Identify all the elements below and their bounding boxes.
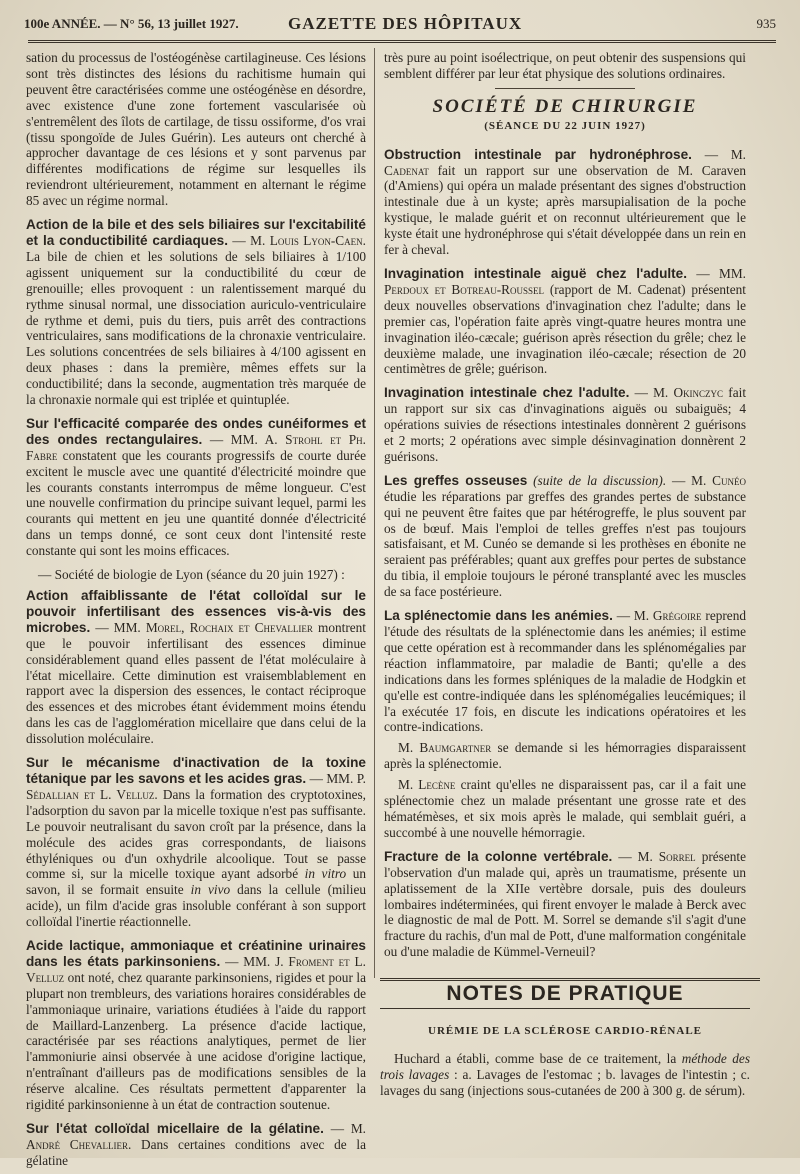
article-greffes: Les greffes osseuses (suite de la discussion). — M. Cunéo étudie les réparations par greffes des grandes pertes de substance qui ne peuvent être faites que par hétérogreffe, le plus souvent par os de bœuf. Mais l'emploi de telles greffes n'est pas toujours satisfaisant, et M. Cunéo se demande si les prothèses en ébonite ne seraient pas préférables; quant aux greffes pour pertes de substance du tibia, il emploie toujours le péroné transplanté avec les muscles de sa face postérieure. [384, 472, 746, 600]
header-rule [28, 40, 776, 43]
article-title: Obstruction intestinale par hydronéphrose. [384, 146, 692, 162]
notes-rule [380, 978, 760, 981]
right-column [384, 50, 746, 965]
article-text: Dans la formation des cryptotoxines, l'adsorption du savon par la micelle toxique n'est pas suffisante. Le pouvoir neutralisant du savon croît par la présence, dans la molécule des acides gras correspondants, de liaisons éthyléniques ou d'un oxhydrile alcoolique. Tout se passe comme si, sur la micelle toxique ayant adsorbé [26, 786, 366, 882]
article-title: Action affaiblissante de l'état colloïdal sur le pouvoir infertilisant des essences vis-à-vis des microbes. [26, 588, 366, 635]
article-hydronephrose: Obstruction intestinale par hydronéphrose. — M. Cadenat fait un rapport sur une observation de M. Caraven (d'Amiens) qui opéra un malade présentant des signes d'obstruction intestinale due à un kyste; après marsupialisation de la poche kystique, le malade guérit et on reconnut ultérieurement que le kyste était une hydronéphrose qui s'était développée dans un rein en fer à cheval. [384, 146, 746, 258]
article-text: (rapport de M. Cadenat) présentent deux nouvelles observations d'invagination chez l'adulte; dans le premier cas, l'opération faite après vingt-quatre heures montra une invagination iléo-cæcale; guérison après résection du grêle; chez le deuxième malade, une invagination iléo-cæcale; résection de 20 centimètres de grêle; guérison. [384, 281, 746, 377]
article-text: un savon, il se formait ensuite [26, 866, 367, 898]
article-text: Dans certaines conditions avec de la gélatine [26, 1136, 366, 1168]
article-author: MM. Morel, Rochaix et Chevallier [113, 619, 313, 635]
article-invagination-aigue: Invagination intestinale aiguë chez l'adulte. — MM. Perdoux et Botreau-Roussel (rapport de M. Cadenat) présentent deux nouvelles observations d'invagination chez l'adulte; dans le premier cas, l'opération faite après vingt-quatre heures montra une invagination iléo-cæcale; guérison après résection du grêle; chez le deuxième malade, une invagination iléo-cæcale; résection de 20 centimètres de grêle; guérison. [384, 265, 747, 377]
article-author: M. Lecène [398, 777, 456, 793]
article-text: reprend l'étude des résultats de la splénectomie dans les anémies; il estime que cette opération est à recommander dans les splénomégalies par réaction inflammatoire, par maladie de Banti; qu'elle a des indications dans les formes spléniques de la maladie de Hodgkin et qu'elle est contre-indiquée dans les splénomégalies leucémiques; il l'a exécutée 17 fois, en discute les indications opératoires et les contre-indications. [384, 608, 746, 735]
article-title: Sur l'efficacité comparée des ondes cunéiformes et des ondes rectangulaires. [26, 415, 366, 447]
running-header [24, 12, 776, 38]
article-author: MM. P. Sédallian et L. Velluz. [26, 770, 366, 802]
article-text: se demande si les hémorragies disparaissent après la splénectomie. [384, 740, 746, 772]
article-title: Action de la bile et des sels biliaires sur l'excitabilité et la conductibilité cardiaques. [26, 217, 366, 248]
article-title: Sur le mécanisme d'inactivation de la toxine tétanique par les savons et les acides gras. [26, 755, 366, 786]
notes-text-b: : a. Lavages de l'estomac ; b. lavages de l'intestin ; c. lavages du sang (injections sous-cutanées de 200 à 300 g. de sérum). [380, 1067, 750, 1098]
article-author: M. André Chevallier. [26, 1121, 366, 1152]
issue-info: 100e ANNÉE. — N° 56, 13 juillet 1927. [24, 16, 239, 31]
article-author: M. Louis Lyon-Caen. [250, 232, 366, 248]
article-title: La splénectomie dans les anémies. [384, 608, 613, 624]
notes-text [380, 1051, 750, 1099]
article-title: Les greffes osseuses [384, 472, 528, 488]
section-session-date: (SÉANCE DU 22 JUIN 1927) [484, 119, 646, 132]
notes-text-a: Huchard a établi, comme base de ce traitement, la [394, 1051, 677, 1066]
article-title: Acide lactique, ammoniaque et créatinine urinaires dans les états parkinsoniens. [26, 938, 366, 969]
article-author: M. Sorrel [637, 848, 696, 864]
section-title: SOCIÉTÉ DE CHIRURGIE [432, 95, 698, 117]
article-text: craint qu'elles ne disparaissent pas, car il a fait une splénectomie chez un malade présentant une grosse rate et des hématémèses, et six mois après le malade, qui semblait guéri, a succombé à une nouvelle hémorragie. [384, 777, 746, 840]
article-lecene [384, 777, 746, 841]
article-author: M. Cadenat [384, 146, 746, 178]
article-italic: in vivo [190, 882, 231, 898]
article-text: constatent que les courants progressifs de courte durée excitent le muscle avec une quantité d'électricité moindre que les courants constants interrompus de même longueur. C'est une nouvelle confirmation du principe suivant lequel, parmi les courants qui mettent en jeu une quantité donnée d'électricité dans un temps donné, ce sont ceux dont l'intensité reste constante qui sont les moins efficaces. [26, 447, 367, 559]
article-colloidal: Action affaiblissante de l'état colloïdal sur le pouvoir infertilisant des essences vis-à-vis des microbes. — MM. Morel, Rochaix et Chevallier montrent que le pouvoir infertilisant des essences diminue considérablement quand elles passent de l'état moléculaire à l'état micellaire. Cette diminution est vraisemblablement en rapport avec la dispersion des essences, le contact réciproque des essences et des microbes étant évidemment moins étendu dans les cas de l'agglomération micellaire que dans celui de la dissolution moléculaire. [26, 588, 367, 747]
article-splenectomie: La splénectomie dans les anémies. — M. Grégoire reprend l'étude des résultats de la splénectomie dans les anémies; il estime que cette opération est à recommander dans les splénomégalies par réaction inflammatoire, par maladie de Banti; qu'elle a des indications dans les formes spléniques de la maladie de Hodgkin et qu'elle est contre-indiquée dans les splénomégalies leucémiques; il l'a exécutée 17 fois, en discute les indications opératoires et les contre-indications. [384, 608, 746, 735]
paragraph-osteogenese: sation du processus de l'ostéogénèse cartilagineuse. Ces lésions sont très distinctes des lésions du rachitisme humain qui peuvent être caractérisées comme une ostéogénèse en désordre, avec existence d'une zone fortement vascularisée où s'entremêlent des îlots de cartilage, de tissu ossiforme, d'os vrai (tissu spongoïde de Jules Guérin). Les auteurs ont cherché à approcher davantage de ces lésions et y sont parvenus par différentes modifications de régime sur lesquelles ils reviendront ultérieurement, notamment en alternant le régime 85 avec un régime normal. [26, 50, 366, 209]
article-title: Invagination intestinale aiguë chez l'adulte. [384, 265, 688, 281]
notes-section [380, 982, 750, 1099]
article-gelatine: Sur l'état colloïdal micellaire de la gélatine. — M. André Chevallier. Dans certaines conditions avec de la gélatine [26, 1121, 366, 1168]
article-author: MM. Perdoux et Botreau-Roussel [384, 265, 747, 297]
article-bile: Action de la bile et des sels biliaires sur l'excitabilité et la conductibilité cardiaques. — M. Louis Lyon-Caen. La bile de chien et les solutions de sels biliaires à 1/100 agissent uniquement sur la conductibilité du cœur de grenouille; elles provoquent : un ralentissement marqué du rythme sinusal normal, une dissociation auriculo-ventriculaire de rythme et demi, puis du tiers, puis arrêt des contractions ventriculaires, sans modifications de la chronaxie ventriculaire. Les solutions concentrées de sels biliaires à 4/100 agissent en deux phases : dans la première, mêmes effets sur la conductibilité; dans la seconde, augmentation très marquée de la chronaxie normale qui est triplée et quintuplée. [26, 217, 366, 408]
section-separator [495, 88, 635, 89]
article-parkinson: Acide lactique, ammoniaque et créatinine urinaires dans les états parkinsoniens. — MM. J. Froment et L. Velluz ont noté, chez quarante parkinsoniens, rigides et pour la plupart non trembleurs, des variations horaires considérables de l'ammoniaque urinaire, variations étudiées à l'aide du rapport de Maillard-Lanzenberg. La présence d'acide lactique, caractérisée par ses réactions analytiques, permet de lier l'ammoniurie ainsi observée à une acidose d'origine lactique, n'entraînant d'ailleurs pas de modifications sensibles de la réserve alcaline. Ces résultats permettent d'apparenter la rigidité parkinsonienne à un état de contraction soutenue. [26, 938, 366, 1113]
page-number: 935 [756, 16, 776, 31]
article-text: montrent que le pouvoir infertilisant des essences diminue considérablement quand elles passent de l'état moléculaire à l'état micellaire. Cette diminution est vraisemblablement en rapport avec la dispersion des essences, le contact réciproque des essences et des microbes étant évidemment moins étendu dans les cas de l'agglomération micellaire que dans celui de la dissolution moléculaire. [26, 619, 367, 747]
paragraph-continuation: très pure au point isoélectrique, on peut obtenir des suspensions qui semblent différer par leur état physique des solutions ordinaires. [384, 50, 746, 81]
article-text: ont noté, chez quarante parkinsoniens, rigides et pour la plupart non trembleurs, des variations horaires considérables de l'ammoniaque urinaire, variations étudiées à l'aide du rapport de Maillard-Lanzenberg. La présence d'acide lactique, caractérisée par ses réactions analytiques, permet de lier l'ammoniurie ainsi observée à une acidose d'origine lactique, n'entraînant d'ailleurs pas de modifications sensibles de la réserve alcaline. Ces résultats permettent d'apparenter la rigidité parkinsonienne à un état de contraction soutenue. [26, 969, 366, 1113]
left-column [26, 50, 366, 1174]
article-author: M. Grégoire [633, 608, 702, 624]
article-text: étudie les réparations par greffes des grandes pertes de substance qui ne peuvent être faites que par hétérogreffe, le plus souvent par os de bœuf. Mais l'emploi de telles greffes n'est pas toujours satisfaisant, et M. Cunéo se demande si les prothèses en ébonite ne seraient pas préférables; quant aux greffes pour pertes de substance du tibia, il emploie toujours le péroné transplanté avec les muscles de sa face postérieure. [384, 488, 746, 600]
article-author: M. Baumgartner [398, 740, 492, 756]
column-divider [374, 48, 375, 978]
article-title: Fracture de la colonne vertébrale. [384, 848, 613, 864]
notes-method: méthode des trois lavages [380, 1051, 750, 1082]
article-author: M. Okinczyc [653, 385, 724, 401]
article-text: présente l'observation d'un malade qui, après un traumatisme, présente un aplatissement de la XIIe vertèbre dorsale, puis des douleurs lombaires indéterminées, qui firent envoyer le malade à Berck avec le diagnostic de mal de Pott. M. Sorrel se demande s'il s'agit d'une fracture du rachis, d'un mal de Pott, d'une malformation congénitale ou d'une maladie de Kümmel-Verneuil? [384, 848, 746, 960]
article-fracture: Fracture de la colonne vertébrale. — M. Sorrel présente l'observation d'un malade qui, après un traumatisme, présente un aplatissement de la XIIe vertèbre dorsale, puis des douleurs lombaires indéterminées, qui firent envoyer le malade à Berck avec le diagnostic de mal de Pott. M. Sorrel se demande s'il s'agit d'une fracture du rachis, d'un mal de Pott, d'une malformation congénitale ou d'une maladie de Kümmel-Verneuil? [384, 848, 746, 960]
notes-divider [380, 1008, 750, 1009]
article-title: Invagination intestinale chez l'adulte. [384, 385, 630, 401]
article-text: La bile de chien et les solutions de sels biliaires à 1/100 agissent uniquement sur la conductibilité du cœur de grenouille; elles provoquent : un ralentissement marqué du rythme sinusal normal, une dissociation auriculo-ventriculaire de rythme et demi, puis du tiers, puis arrêt des contractions ventriculaires, sans modifications de la chronaxie ventriculaire. Les solutions concentrées de sels biliaires à 4/100 agissent en deux phases : dans la première, mêmes effets sur la conductibilité; dans la seconde, augmentation très marquée de la chronaxie normale qui est triplée et quintuplée. [26, 248, 366, 408]
article-author: M. Cunéo [691, 472, 746, 488]
article-toxine: Sur le mécanisme d'inactivation de la toxine tétanique par les savons et les acides gras. — MM. P. Sédallian et L. Velluz. Dans la formation des cryptotoxines, l'adsorption du savon par la micelle toxique n'est pas suffisante. Le pouvoir neutralisant du savon croît par la présence, dans la molécule des acides gras correspondants, de liaisons éthyléniques ou d'un oxhydrile alcoolique. Tout se passe comme si, sur la micelle toxique ayant adsorbé in vitro un savon, il se formait ensuite in vivo dans la cellule (milieu acide), un film d'acide gras insoluble conférant à son support colloïdal l'inertie réactionnelle. [26, 755, 367, 930]
article-italic: in vitro [304, 866, 347, 882]
article-italic: (suite de la discussion). [533, 472, 667, 488]
society-heading-lyon: — Société de biologie de Lyon (séance du 20 juin 1927) : [38, 567, 345, 583]
journal-title: GAZETTE DES HÔPITAUX [288, 14, 523, 33]
article-title: Sur l'état colloïdal micellaire de la gélatine. [26, 1121, 324, 1136]
article-text: fait un rapport sur une observation de M. Caraven (d'Amiens) qui opéra un malade présentant des signes d'obstruction intestinale due à un kyste; après marsupialisation de la poche kystique, le malade guérit et on reconnut ultérieurement que le kyste était une hydronéphrose qui s'était développée dans un rein en fer à cheval. [384, 162, 746, 258]
notes-title: NOTES DE PRATIQUE [446, 982, 684, 1005]
article-baumgartner [384, 740, 746, 772]
article-text: fait un rapport sur six cas d'invaginations aiguës ou subaiguës; 4 opérations suivies de résections intestinales donnèrent 2 guérisons et 2 morts; 2 opérations avec simple désinvagination donnèrent 2 guérisons. [384, 385, 747, 464]
article-invagination: Invagination intestinale chez l'adulte. — M. Okinczyc fait un rapport sur six cas d'invaginations aiguës ou subaiguës; 4 opérations suivies de résections intestinales donnèrent 2 guérisons et 2 morts; 2 opérations avec simple désinvagination donnèrent 2 guérisons. [384, 385, 747, 464]
article-text: dans la cellule (milieu acide), un film d'acide gras insoluble conférant à son support colloïdal l'inertie réactionnelle. [26, 882, 366, 930]
article-ondes: Sur l'efficacité comparée des ondes cunéiformes et des ondes rectangulaires. — MM. A. Strohl et Ph. Fabre constatent que les courants progressifs de courte durée excitent le muscle avec une quantité d'électricité moindre que les courants constants interrompus de même longueur. C'est une nouvelle confirmation du principe suivant lequel, parmi les courants qui mettent en jeu une quantité donnée d'électricité dans un temps donné, ce sont ceux dont l'intensité reste constante qui sont les moins efficaces. [26, 415, 367, 559]
notes-subtitle: URÉMIE DE LA SCLÉROSE CARDIO-RÉNALE [428, 1025, 702, 1037]
article-author: MM. A. Strohl et Ph. Fabre [26, 431, 366, 463]
article-author: MM. J. Froment et L. Velluz [26, 953, 366, 985]
